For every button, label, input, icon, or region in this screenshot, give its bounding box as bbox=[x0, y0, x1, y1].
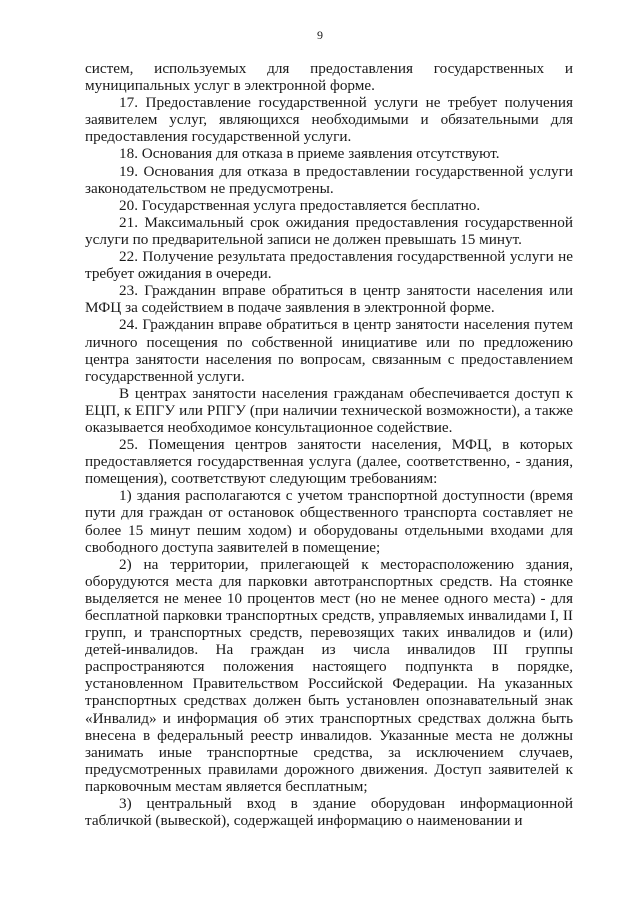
document-body bbox=[85, 60, 573, 829]
paragraph: В центрах занятости населения гражданам обеспечивается доступ к ЕЦП, к ЕПГУ или РПГУ (при наличии технической возможности), а также оказывается необходимое консультационное содействие. bbox=[85, 384, 573, 436]
paragraph: 25. Помещения центров занятости населения, МФЦ, в которых предоставляется государственная услуга (далее, соответственно, - здания, помещения), соответствуют следующим требованиям: bbox=[85, 436, 573, 488]
paragraph: 1) здания располагаются с учетом транспортной доступности (время пути для граждан от остановок общественного транспорта составляет не более 15 минут пешим ходом) и оборудованы отдельными входами для свободного доступа заявителей в помещение; bbox=[85, 487, 573, 556]
paragraph: 3) центральный вход в здание оборудован информационной табличкой (вывеской), содержащей информацию о наименовании и bbox=[85, 795, 573, 830]
page-number: 9 bbox=[317, 28, 323, 42]
paragraph: 23. Гражданин вправе обратиться в центр занятости населения или МФЦ за содействием в подаче заявления в электронной форме. bbox=[85, 282, 573, 317]
paragraph: 24. Гражданин вправе обратиться в центр занятости населения путем личного посещения по собственной инициативе или по предложению центра занятости населения по вопросам, связанным с предоставлением государственной услуги. bbox=[85, 316, 573, 385]
paragraph: 2) на территории, прилегающей к месторасположению здания, оборудуются места для парковки автотранспортных средств. На стоянке выделяется не менее 10 процентов мест (но не менее одного места) - для бесплатной парковки транспортных средств, управляемых инвалидами I, II групп, и транспортных средств, перевозящих таких инвалидов и (или) детей-инвалидов. На граждан из числа инвалидов III группы распространяются положения настоящего подпункта в порядке, установленном Правительством Российской Федерации. На указанных транспортных средствах должен быть установлен опознавательный знак «Инвалид» и информация об этих транспортных средствах должна быть внесена в федеральный реестр инвалидов. Указанные места не должны занимать иные транспортные средства, за исключением случаев, предусмотренных правилами дорожного движения. Доступ заявителей к парковочным местам является бесплатным; bbox=[85, 555, 573, 795]
paragraph: 21. Максимальный срок ожидания предоставления государственной услуги по предварительной записи не должен превышать 15 минут. bbox=[85, 213, 573, 248]
paragraph: 17. Предоставление государственной услуги не требует получения заявителем услуг, являющихся необходимыми и обязательными для предоставления государственной услуги. bbox=[85, 94, 573, 146]
paragraph: 20. Государственная услуга предоставляется бесплатно. bbox=[119, 196, 481, 214]
paragraph: 19. Основания для отказа в предоставлении государственной услуги законодательством не предусмотрены. bbox=[85, 162, 573, 197]
paragraph: систем, используемых для предоставления государственных и муниципальных услуг в электронной форме. bbox=[85, 60, 573, 95]
paragraph: 22. Получение результата предоставления государственной услуги не требует ожидания в очереди. bbox=[85, 248, 573, 283]
paragraph: 18. Основания для отказа в приеме заявления отсутствуют. bbox=[119, 145, 500, 163]
